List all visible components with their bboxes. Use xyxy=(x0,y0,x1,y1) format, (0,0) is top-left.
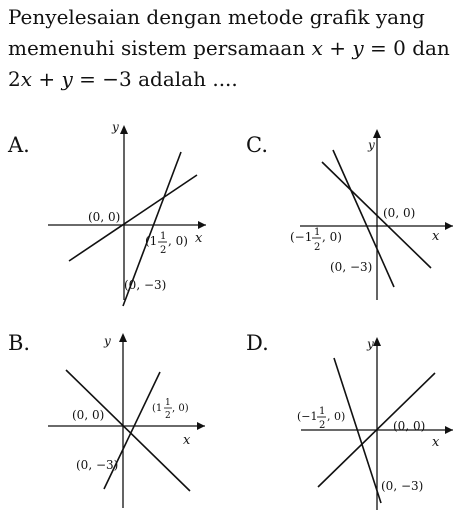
origin-label: (0, 0) xyxy=(72,408,105,422)
svg-text:2: 2 xyxy=(160,245,167,256)
option-b-label[interactable]: B. xyxy=(8,331,31,355)
svg-text:2: 2 xyxy=(319,420,326,431)
x-axis-arrow-icon xyxy=(445,426,453,434)
x-axis-label: x xyxy=(195,231,203,246)
y-axis-arrow-icon xyxy=(373,337,381,346)
question-line-3-end: = −3 adalah .... xyxy=(72,67,238,91)
option-a-label[interactable]: A. xyxy=(8,133,30,157)
plus-sign: + xyxy=(322,36,353,60)
svg-text:1: 1 xyxy=(165,398,171,408)
svg-text:2: 2 xyxy=(165,411,171,421)
y-axis-label: y xyxy=(104,334,111,348)
x-axis-label: x xyxy=(432,435,440,450)
svg-text:2: 2 xyxy=(314,242,321,253)
question-line-2-text: memenuhi sistem persamaan xyxy=(8,36,312,60)
coef-2: 2 xyxy=(8,67,21,91)
svg-text:, 0): , 0) xyxy=(168,234,188,248)
svg-text:(−1: (−1 xyxy=(297,410,318,423)
x-intercept-label xyxy=(297,406,345,431)
question-line-2-end: = 0 dan xyxy=(363,36,450,60)
origin-label: (0, 0) xyxy=(393,419,426,433)
svg-text:1: 1 xyxy=(314,227,321,238)
y-axis-label: y xyxy=(112,120,119,134)
y-intercept-label: (0, −3) xyxy=(381,479,424,493)
svg-text:, 0): , 0) xyxy=(327,410,346,423)
var-x: x xyxy=(311,36,323,60)
svg-text:(1: (1 xyxy=(152,403,163,414)
origin-label: (0, 0) xyxy=(383,206,416,220)
y-axis-label: y xyxy=(368,138,375,152)
svg-text:, 0): , 0) xyxy=(322,230,342,244)
var-y: y xyxy=(352,36,364,60)
y-intercept-label: (0, −3) xyxy=(124,278,167,292)
plus-sign: + xyxy=(32,67,62,91)
var-y: y xyxy=(61,67,73,91)
svg-text:(−1: (−1 xyxy=(290,230,313,244)
y-intercept-label: (0, −3) xyxy=(76,458,119,472)
option-d-label[interactable]: D. xyxy=(246,331,269,355)
y-intercept-label: (0, −3) xyxy=(330,260,373,274)
origin-label: (0, 0) xyxy=(88,210,121,224)
svg-text:1: 1 xyxy=(160,231,167,242)
var-x: x xyxy=(20,67,33,91)
question-line-1: Penyelesaian dengan metode grafik yang xyxy=(8,5,425,29)
y-axis-label: y xyxy=(367,337,374,351)
x-axis-label: x xyxy=(183,433,191,448)
svg-text:1: 1 xyxy=(319,406,326,417)
svg-text:, 0): , 0) xyxy=(172,403,189,414)
svg-text:(1: (1 xyxy=(145,234,158,248)
x-axis-label: x xyxy=(432,229,440,244)
option-c-label[interactable]: C. xyxy=(246,133,268,157)
